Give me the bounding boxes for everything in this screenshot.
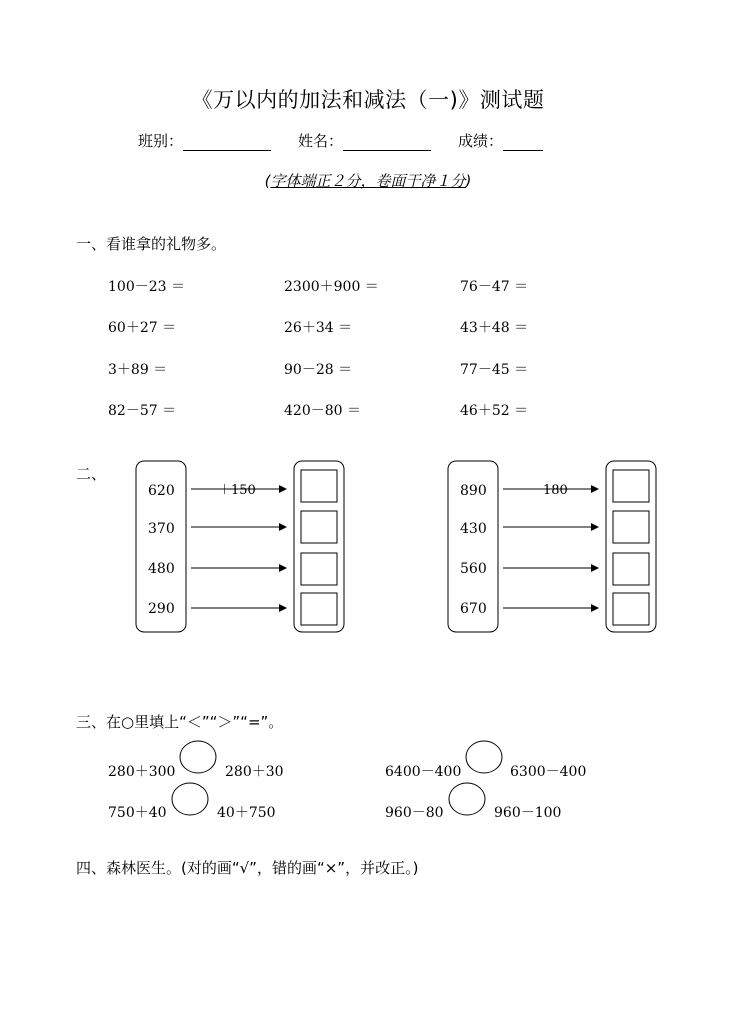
note-open-paren: ( <box>264 172 271 190</box>
compare-1-left: 280＋300 <box>108 764 176 780</box>
compare-circle-4[interactable] <box>449 783 485 815</box>
right-input-1: 890 <box>460 483 487 499</box>
problem-2-3: 43＋48 ＝ <box>460 320 529 336</box>
problem-3-1: 3＋89 ＝ <box>108 362 168 378</box>
compare-circle-3[interactable] <box>172 783 208 815</box>
score-label: 成绩： <box>458 132 504 150</box>
right-input-3: 560 <box>460 561 487 577</box>
problem-3-2: 90－28 ＝ <box>284 362 353 378</box>
problem-4-1: 82－57 ＝ <box>108 403 177 419</box>
left-answer-box-2[interactable] <box>301 511 337 543</box>
right-answer-box-3[interactable] <box>613 553 649 585</box>
compare-1-right: 280＋30 <box>225 764 284 780</box>
section4-heading: 四、森林医生。(对的画“√”，错的画“×”，并改正。) <box>76 859 419 877</box>
name-label: 姓名： <box>298 132 344 150</box>
left-answer-box-1[interactable] <box>301 470 337 502</box>
right-answer-box-1[interactable] <box>613 470 649 502</box>
right-input-2: 430 <box>460 521 487 537</box>
right-answer-box-4[interactable] <box>613 593 649 625</box>
class-label: 班别： <box>138 132 184 150</box>
section2-heading: 二、 <box>76 465 107 483</box>
compare-4-right: 960－100 <box>494 805 562 821</box>
compare-circle-1[interactable] <box>180 741 216 773</box>
problem-1-2: 2300＋900 ＝ <box>284 279 379 295</box>
compare-3-right: 40＋750 <box>217 805 276 821</box>
problem-4-3: 46＋52 ＝ <box>460 403 529 419</box>
compare-2-left: 6400－400 <box>385 764 462 780</box>
section1-heading: 一、看谁拿的礼物多。 <box>76 235 227 253</box>
compare-circle-2[interactable] <box>466 741 502 773</box>
right-answer-box-2[interactable] <box>613 511 649 543</box>
left-input-4: 290 <box>148 601 175 617</box>
problem-4-2: 420－80 ＝ <box>284 403 361 419</box>
section3-heading: 三、在○里填上“＜”“＞”“=”。 <box>76 713 284 731</box>
note-close-paren: ) <box>465 172 472 190</box>
left-answer-box-4[interactable] <box>301 593 337 625</box>
problem-2-2: 26＋34 ＝ <box>284 320 353 336</box>
left-input-2: 370 <box>148 521 175 537</box>
left-answer-box-3[interactable] <box>301 553 337 585</box>
problem-2-1: 60＋27 ＝ <box>108 320 177 336</box>
compare-2-right: 6300－400 <box>510 764 587 780</box>
left-input-3: 480 <box>148 561 175 577</box>
problem-1-1: 100－23 ＝ <box>108 279 185 295</box>
left-input-1: 620 <box>148 483 175 499</box>
right-input-4: 670 <box>460 601 487 617</box>
problem-1-3: 76－47 ＝ <box>460 279 529 295</box>
note-text: 字体端正２分，卷面干净１分 <box>270 172 466 190</box>
compare-4-left: 960－80 <box>385 805 444 821</box>
right-operation-label: －180 <box>530 483 568 498</box>
left-operation-label: ＋150 <box>218 483 256 498</box>
problem-3-3: 77－45 ＝ <box>460 362 529 378</box>
compare-3-left: 750＋40 <box>108 805 167 821</box>
page-title: 《万以内的加法和减法（一)》测试题 <box>191 88 545 112</box>
